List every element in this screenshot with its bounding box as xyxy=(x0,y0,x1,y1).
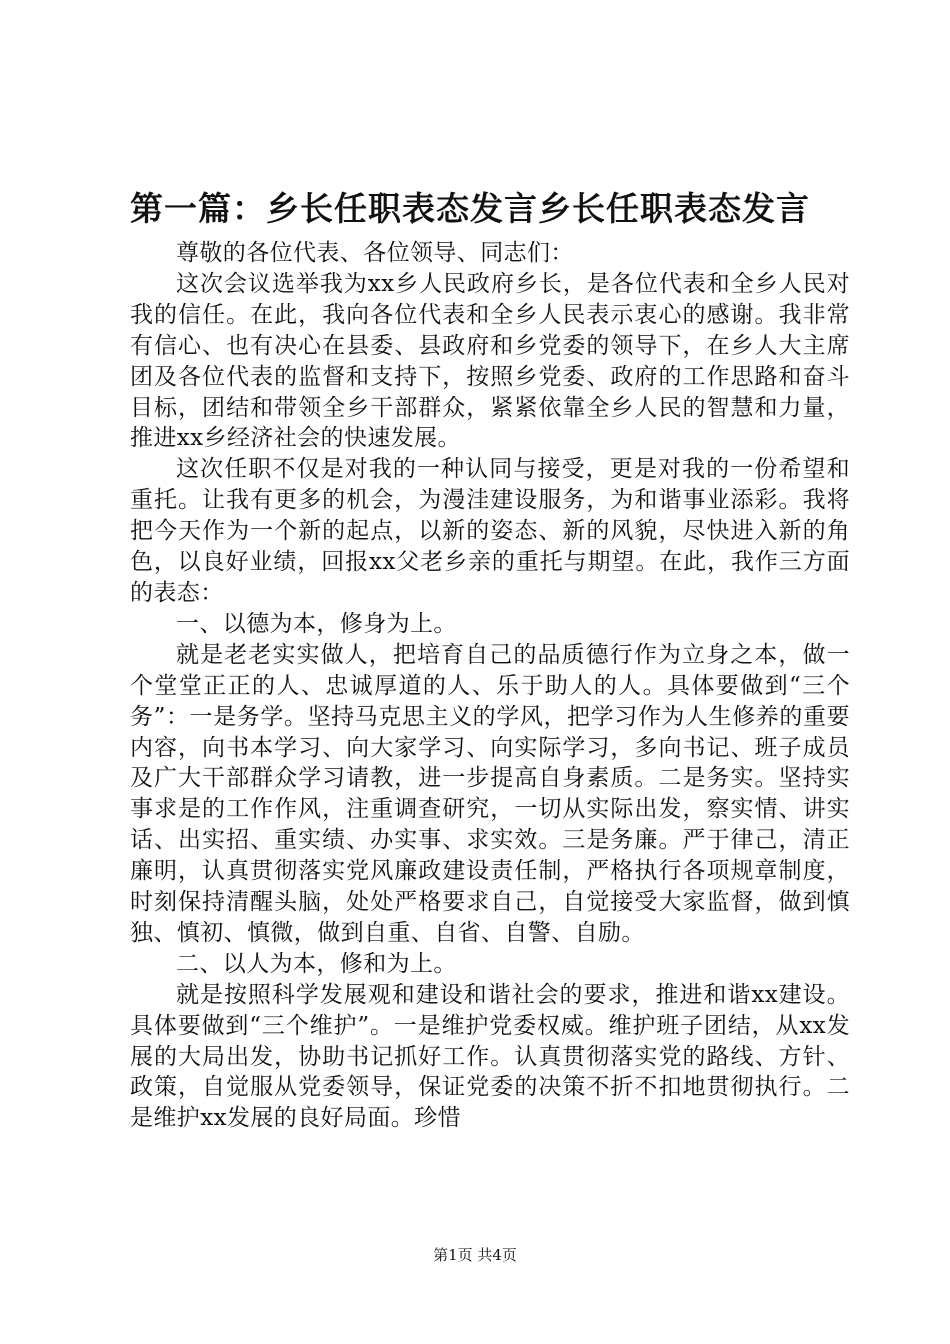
document-title: 第一篇：乡长任职表态发言乡长任职表态发言 xyxy=(130,189,810,228)
section-heading: 一、以德为本，修身为上。 xyxy=(176,610,457,637)
body-paragraph: 这次会议选举我为xx乡人民政府乡长，是各位代表和全乡人民对我的信任。在此，我向各位代表和全乡人民表示衷心的感谢。我非常有信心、也有决心在县委、县政府和乡党委的领导下，在乡人大主席团及各位代表的监督和支持下，按照乡党委、政府的工作思路和奋斗目标，团结和带领全乡干部群众，紧紧依靠全乡人民的智慧和力量，推进xx乡经济社会的快速发展。 xyxy=(130,270,850,452)
body-paragraph: 这次任职不仅是对我的一种认同与接受，更是对我的一份希望和重托。让我有更多的机会，为漫洼建设服务，为和谐事业添彩。我将把今天作为一个新的起点，以新的姿态、新的风貌，尽快进入新的角色，以良好业绩，回报xx父老乡亲的重托与期望。在此，我作三方面的表态： xyxy=(130,456,850,606)
body-paragraph: 就是老老实实做人，把培育自己的品质德行作为立身之本，做一个堂堂正正的人、忠诚厚道的人、乐于助人的人。具体要做到“三个务”：一是务学。坚持马克思主义的学风，把学习作为人生修养的重要内容，向书本学习、向大家学习、向实际学习，多向书记、班子成员及广大干部群众学习请教，进一步提高自身素质。二是务实。坚持实事求是的工作作风，注重调查研究，一切从实际出发，察实情、讲实话、出实招、重实绩、办实事、求实效。三是务廉。严于律己，清正廉明，认真贯彻落实党风廉政建设责任制，严格执行各项规章制度，时刻保持清醒头脑，处处严格要求自己，自觉接受大家监督，做到慎独、慎初、慎微，做到自重、自省、自警、自励。 xyxy=(130,641,850,946)
salutation-paragraph: 尊敬的各位代表、各位领导、同志们： xyxy=(176,240,574,266)
body-paragraph: 就是按照科学发展观和建设和谐社会的要求，推进和谐xx建设。具体要做到“三个维护”。一是维护党委权威。维护班子团结，从xx发展的大局出发，协助书记抓好工作。认真贯彻落实党的路线、方针、政策，自觉服从党委领导，保证党委的决策不折不扣地贯彻执行。二是维护xx发展的良好局面。珍惜 xyxy=(130,981,850,1132)
document-body xyxy=(130,238,850,1134)
page-footer: 第1页 共4页 xyxy=(433,1246,517,1264)
section-heading: 二、以人为本，修和为上。 xyxy=(176,950,457,977)
